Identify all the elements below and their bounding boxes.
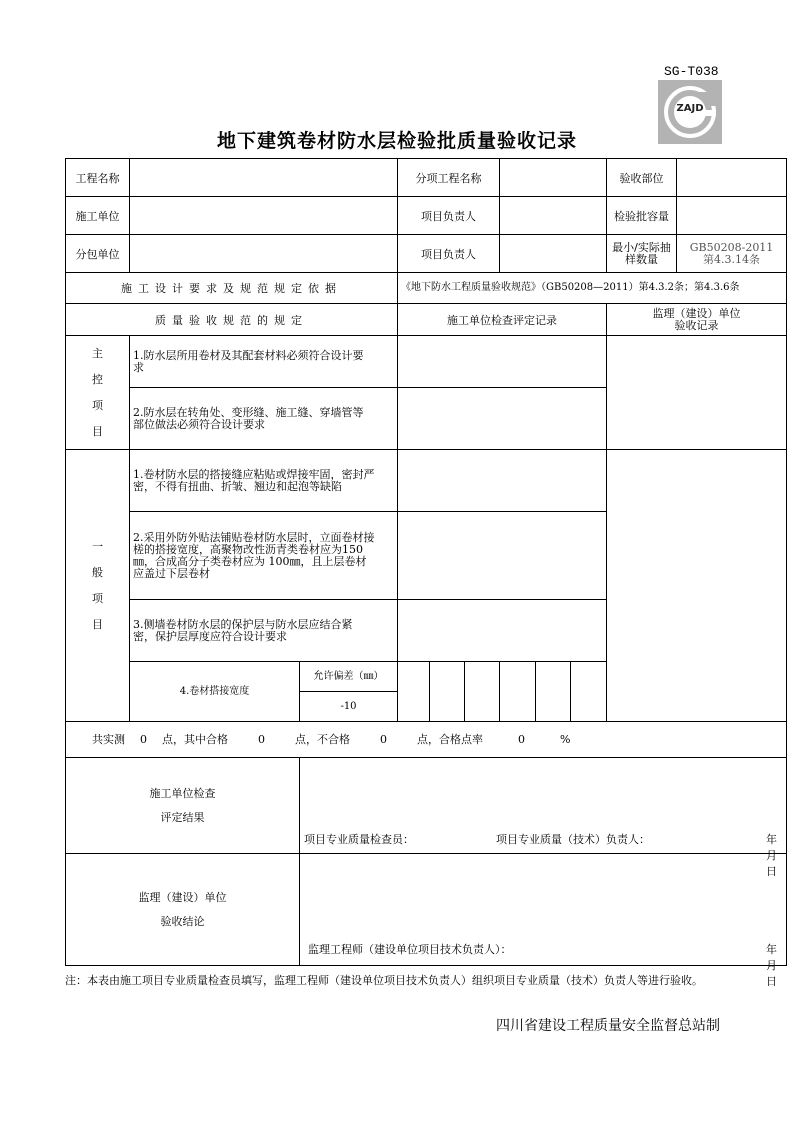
main-item-2: 2.防水层在转角处、变形缝、施工缝、穿墙管等部位做法必须符合设计要求 bbox=[130, 388, 398, 450]
summary-text-4: 点，合格点率 bbox=[417, 732, 483, 746]
summary-text-5: % bbox=[560, 732, 571, 746]
issuer-footer: 四川省建设工程质量安全监督总站制 bbox=[496, 1018, 720, 1034]
project-manager-label: 项目负责人 bbox=[398, 197, 500, 235]
batch-capacity-label: 检验批容量 bbox=[607, 197, 677, 235]
project-name-label: 工程名称 bbox=[66, 159, 130, 197]
project-manager-field-2[interactable] bbox=[500, 235, 607, 273]
supervisor-record-header bbox=[607, 304, 787, 336]
logo-text: ZAJD bbox=[676, 103, 704, 114]
tolerance-label: 允许偏差（㎜） bbox=[300, 662, 398, 692]
general-item-3: 3.侧墙卷材防水层的保护层与防水层应结合紧密，保护层厚度应符合设计要求 bbox=[130, 600, 398, 662]
construction-eval-area[interactable] bbox=[300, 758, 788, 878]
construction-unit-field[interactable] bbox=[130, 197, 398, 235]
batch-capacity-field[interactable] bbox=[677, 197, 787, 235]
sub-project-label: 分项工程名称 bbox=[398, 159, 500, 197]
sample-ref-line-2: 第4.3.14条 bbox=[703, 252, 761, 266]
measure-cell-3[interactable] bbox=[465, 662, 500, 722]
measure-cell-2[interactable] bbox=[430, 662, 465, 722]
measure-cell-6[interactable] bbox=[571, 662, 607, 722]
supervisor-eval-line-2: 验收结论 bbox=[160, 914, 205, 928]
main-item-1-record[interactable] bbox=[398, 336, 607, 388]
pass-count[interactable]: 0 bbox=[258, 732, 265, 746]
subcontract-unit-label: 分包单位 bbox=[66, 235, 130, 273]
summary-row bbox=[66, 722, 787, 758]
measure-cell-1[interactable] bbox=[398, 662, 430, 722]
subcontract-unit-field[interactable] bbox=[130, 235, 398, 273]
project-name-field[interactable] bbox=[130, 159, 398, 197]
sub-project-field[interactable] bbox=[500, 159, 607, 197]
supervisor-header-line-1: 监理（建设）单位 bbox=[652, 306, 741, 320]
general-item-2: 2.采用外防外贴法铺贴卷材防水层时，立面卷材接槎的搭接宽度，高聚物改性沥青类卷材应为150㎜，合成高分子类卷材应为 100㎜，且上层卷材应盖过下层卷材 bbox=[130, 512, 398, 600]
inspect-part-label: 验收部位 bbox=[607, 159, 677, 197]
page-title: 地下建筑卷材防水层检验批质量验收记录 bbox=[216, 130, 577, 152]
main-item-1: 1.防水层所用卷材及其配套材料必须符合设计要求 bbox=[130, 336, 398, 388]
sample-count-reference bbox=[677, 235, 787, 273]
project-manager-label-2: 项目负责人 bbox=[398, 235, 500, 273]
supervisor-engineer-label: 监理工程师（建设单位项目技术负责人）： bbox=[308, 943, 512, 956]
construction-eval-label bbox=[66, 758, 300, 854]
form-note: 注：本表由施工项目专业质量检查员填写，监理工程师（建设单位项目技术负责人）组织项目专业质量（技术）负责人等进行验收。 bbox=[65, 974, 703, 987]
summary-text-1: 共实测 bbox=[92, 732, 125, 746]
check-record-header: 施工单位检查评定记录 bbox=[398, 304, 607, 336]
tolerance-value: -10 bbox=[300, 692, 398, 722]
general-item-1-record[interactable] bbox=[398, 450, 607, 512]
general-item-1: 1.卷材防水层的搭接缝应粘贴或焊接牢固，密封严密，不得有扭曲、折皱、翘边和起泡等缺陷 bbox=[130, 450, 398, 512]
general-item-4: 4.卷材搭接宽度 bbox=[130, 662, 300, 722]
sample-count-label: 最小/实际抽样数量 bbox=[607, 235, 677, 273]
rules-header: 质量验收规范的规定 bbox=[66, 304, 398, 336]
supervisor-eval-line-1: 监理（建设）单位 bbox=[138, 890, 227, 904]
basis-value: 《地下防水工程质量验收规范》（GB50208—2011）第4.3.2条；第4.3.6条 bbox=[398, 273, 787, 304]
sample-ref-line-1: GB50208-2011 bbox=[689, 240, 774, 254]
measure-cell-4[interactable] bbox=[500, 662, 536, 722]
main-items-supervisor-record[interactable] bbox=[607, 336, 787, 450]
general-items-supervisor-record[interactable] bbox=[607, 450, 787, 722]
pass-rate[interactable]: 0 bbox=[518, 732, 525, 746]
construction-eval-date: 年 月 日 bbox=[766, 833, 788, 878]
basis-label: 施工设计要求及规范规定依据 bbox=[66, 273, 398, 304]
measure-cell-5[interactable] bbox=[536, 662, 571, 722]
supervisor-eval-label bbox=[66, 854, 300, 966]
inspect-part-field[interactable] bbox=[677, 159, 787, 197]
main-item-2-record[interactable] bbox=[398, 388, 607, 450]
general-item-2-record[interactable] bbox=[398, 512, 607, 600]
project-manager-field[interactable] bbox=[500, 197, 607, 235]
supervisor-eval-date: 年 月 日 bbox=[766, 943, 788, 988]
construction-eval-line-1: 施工单位检查 bbox=[149, 786, 216, 800]
general-item-3-record[interactable] bbox=[398, 600, 607, 662]
form-code: SG-T038 bbox=[664, 64, 719, 79]
general-category: 一 般 项 目 bbox=[66, 450, 130, 722]
quality-manager-label: 项目专业质量（技术）负责人： bbox=[496, 833, 650, 846]
main-control-category: 主 控 项 目 bbox=[66, 336, 130, 450]
summary-text-2: 点，其中合格 bbox=[162, 732, 228, 746]
construction-unit-label: 施工单位 bbox=[66, 197, 130, 235]
summary-text-3: 点，不合格 bbox=[295, 732, 350, 746]
construction-eval-line-2: 评定结果 bbox=[160, 810, 205, 824]
fail-count[interactable]: 0 bbox=[380, 732, 387, 746]
measured-count[interactable]: 0 bbox=[140, 732, 147, 746]
supervisor-header-line-2: 验收记录 bbox=[674, 318, 719, 332]
quality-inspector-label: 项目专业质量检查员： bbox=[304, 833, 414, 846]
